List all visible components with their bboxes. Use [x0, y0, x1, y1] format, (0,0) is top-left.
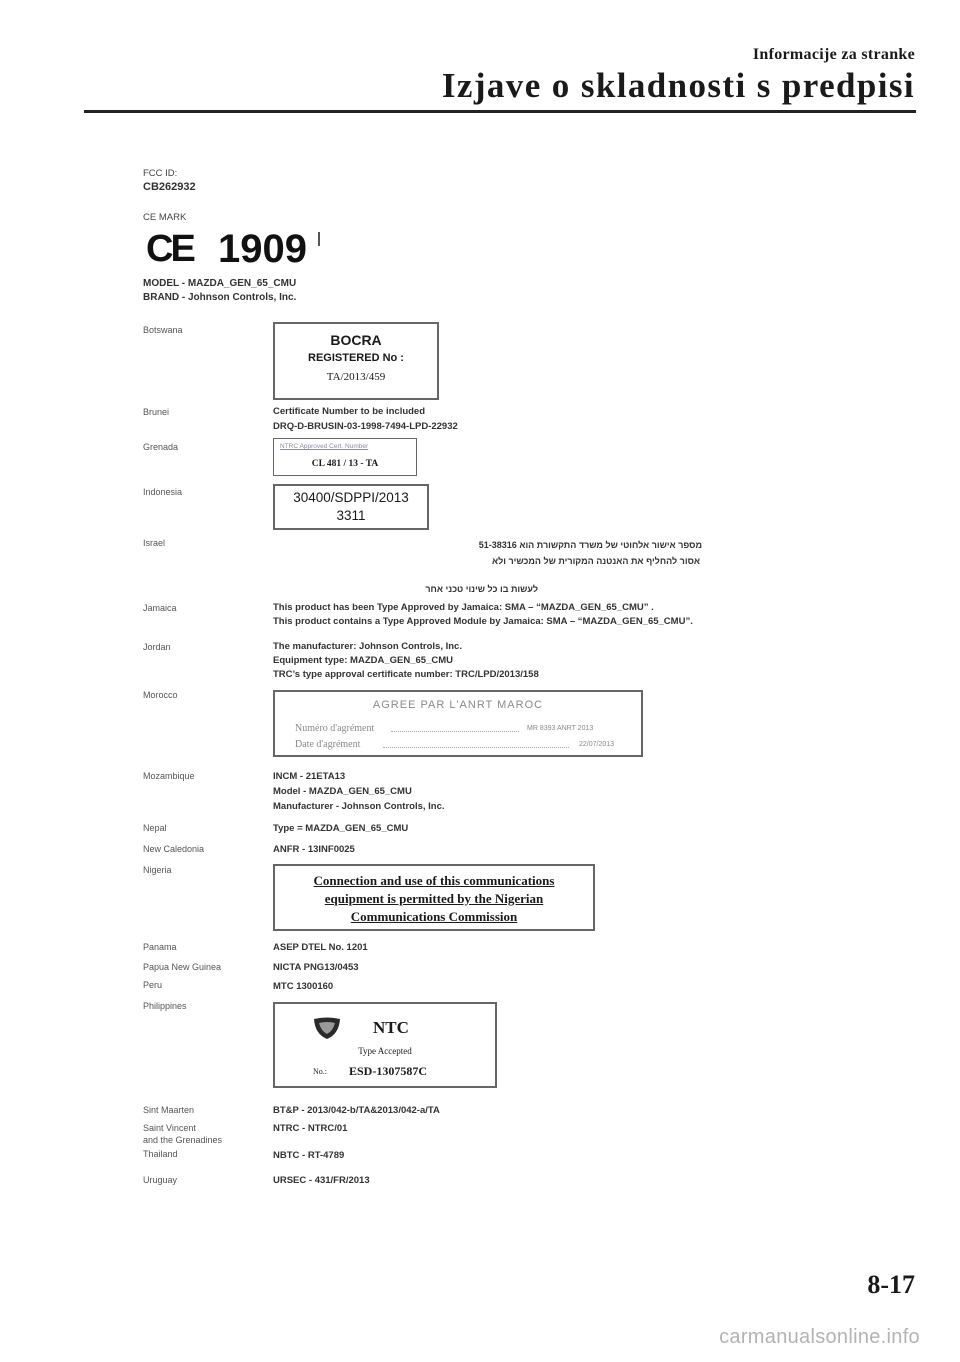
mozambique-line: Model - MAZDA_GEN_65_CMU: [273, 786, 412, 797]
section-label: Informacije za stranke: [752, 46, 915, 63]
jordan-line: Equipment type: MAZDA_GEN_65_CMU: [273, 655, 453, 666]
israel-line: מספר אישור אלחוטי של משרד התקשורת הוא 51-38316: [478, 540, 702, 550]
country-label: Thailand: [143, 1149, 178, 1159]
saint-vincent-value: NTRC - NTRC/01: [273, 1123, 348, 1134]
bocra-label-box: [273, 322, 439, 400]
model-line: MODEL - MAZDA_GEN_65_CMU: [143, 278, 297, 289]
country-label: Brunei: [143, 407, 170, 417]
morocco-title: AGREE PAR L'ANRT MAROC: [372, 699, 544, 711]
country-label: Peru: [143, 980, 163, 990]
papua-value: NICTA PNG13/0453: [273, 962, 359, 973]
country-label: New Caledonia: [143, 844, 205, 854]
brand-line: BRAND - Johnson Controls, Inc.: [143, 292, 297, 303]
country-label: Jordan: [143, 642, 171, 652]
morocco-row-label: Numéro d'agrément: [295, 723, 375, 734]
brunei-line: Certificate Number to be included: [273, 406, 426, 417]
country-label: Mozambique: [143, 771, 195, 781]
jamaica-line: This product has been Type Approved by Jamaica: SMA – “MAZDA_GEN_65_CMU” .: [273, 602, 654, 613]
morocco-row-value: 22/07/2013: [579, 741, 615, 748]
thailand-value: NBTC - RT-4789: [273, 1150, 345, 1161]
grenada-label-box: [273, 438, 417, 476]
country-label: Grenada: [143, 442, 179, 452]
brunei-line: DRQ-D-BRUSIN-03-1998-7494-LPD-22932: [273, 421, 458, 432]
country-label: Philippines: [143, 1001, 187, 1011]
israel-line: לעשות בו כל שינוי טכני אחר: [425, 584, 538, 594]
ce-number: 1909: [218, 227, 307, 271]
country-label: Jamaica: [143, 603, 177, 613]
jamaica-line: This product contains a Type Approved Module by Jamaica: SMA – “MAZDA_GEN_65_CMU”.: [273, 616, 693, 627]
bocra-title: BOCRA: [330, 332, 382, 348]
country-label: Sint Maarten: [143, 1105, 195, 1115]
country-label: Nepal: [143, 823, 167, 833]
nigeria-label-box: [273, 864, 595, 931]
ce-mark-tick: [318, 232, 320, 246]
jordan-line: TRC’s type approval certificate number: TRC/LPD/2013/158: [273, 669, 539, 680]
indonesia-cert: 30400/SDPPI/2013: [293, 490, 409, 505]
country-label: Uruguay: [143, 1175, 178, 1185]
peru-value: MTC 1300160: [273, 981, 334, 992]
grenada-box-title: NTRC Approved Cert. Number: [280, 443, 369, 450]
watermark: carmanualsonline.info: [719, 1326, 920, 1348]
morocco-row-value: MR 8393 ANRT 2013: [527, 725, 594, 732]
ntc-type-accepted: Type Accepted: [358, 1046, 412, 1056]
country-label: Nigeria: [143, 865, 172, 875]
country-label: Indonesia: [143, 487, 183, 497]
country-label: Morocco: [143, 690, 178, 700]
fcc-label: FCC ID:: [143, 168, 178, 179]
fcc-value: CB262932: [143, 181, 196, 193]
country-label: Israel: [143, 538, 166, 548]
morocco-dots: [383, 747, 569, 748]
ce-label: CE MARK: [143, 212, 187, 223]
mozambique-line: INCM - 21ETA13: [273, 771, 346, 782]
country-label: Panama: [143, 942, 177, 952]
page-number: 8-17: [867, 1270, 915, 1299]
morocco-dots: [391, 731, 519, 732]
nigeria-line: Connection and use of this communications: [313, 873, 555, 888]
bocra-registered: REGISTERED No :: [308, 352, 404, 364]
morocco-row-label: Date d'agrément: [295, 739, 361, 750]
morocco-label-box: [273, 690, 643, 757]
nepal-value: Type = MAZDA_GEN_65_CMU: [273, 823, 409, 834]
bocra-number: TA/2013/459: [326, 371, 386, 383]
new-caledonia-value: ANFR - 13INF0025: [273, 844, 355, 855]
ntc-label-box: [273, 1002, 497, 1088]
ntc-seal-icon: [313, 1016, 341, 1040]
country-label: Saint Vincent: [143, 1123, 196, 1133]
panama-value: ASEP DTEL No. 1201: [273, 942, 368, 953]
ce-mark-logo: CE: [146, 228, 193, 270]
uruguay-value: URSEC - 431/FR/2013: [273, 1175, 370, 1186]
nigeria-line: Communications Commission: [350, 909, 518, 924]
grenada-number: CL 481 / 13 - TA: [311, 459, 379, 469]
sint-maarten-value: BT&P - 2013/042-b/TA&2013/042-a/TA: [273, 1105, 440, 1116]
ntc-number: ESD-1307587C: [349, 1064, 428, 1078]
jordan-line: The manufacturer: Johnson Controls, Inc.: [273, 641, 462, 652]
country-label: and the Grenadines: [143, 1135, 223, 1145]
country-label: Botswana: [143, 325, 183, 335]
page-title: Izjave o skladnosti s predpisi: [441, 66, 915, 105]
indonesia-number: 3311: [336, 508, 366, 523]
indonesia-label-box: [273, 484, 429, 530]
israel-line: אסור להחליף את האנטנה המקורית של המכשיר ולא: [491, 556, 700, 566]
nigeria-line: equipment is permitted by the Nigerian: [324, 891, 544, 906]
ntc-no-label: No.:: [313, 1067, 327, 1076]
mozambique-line: Manufacturer - Johnson Controls, Inc.: [273, 801, 445, 812]
country-label: Papua New Guinea: [143, 962, 222, 972]
ntc-logo-text: NTC: [373, 1018, 409, 1037]
